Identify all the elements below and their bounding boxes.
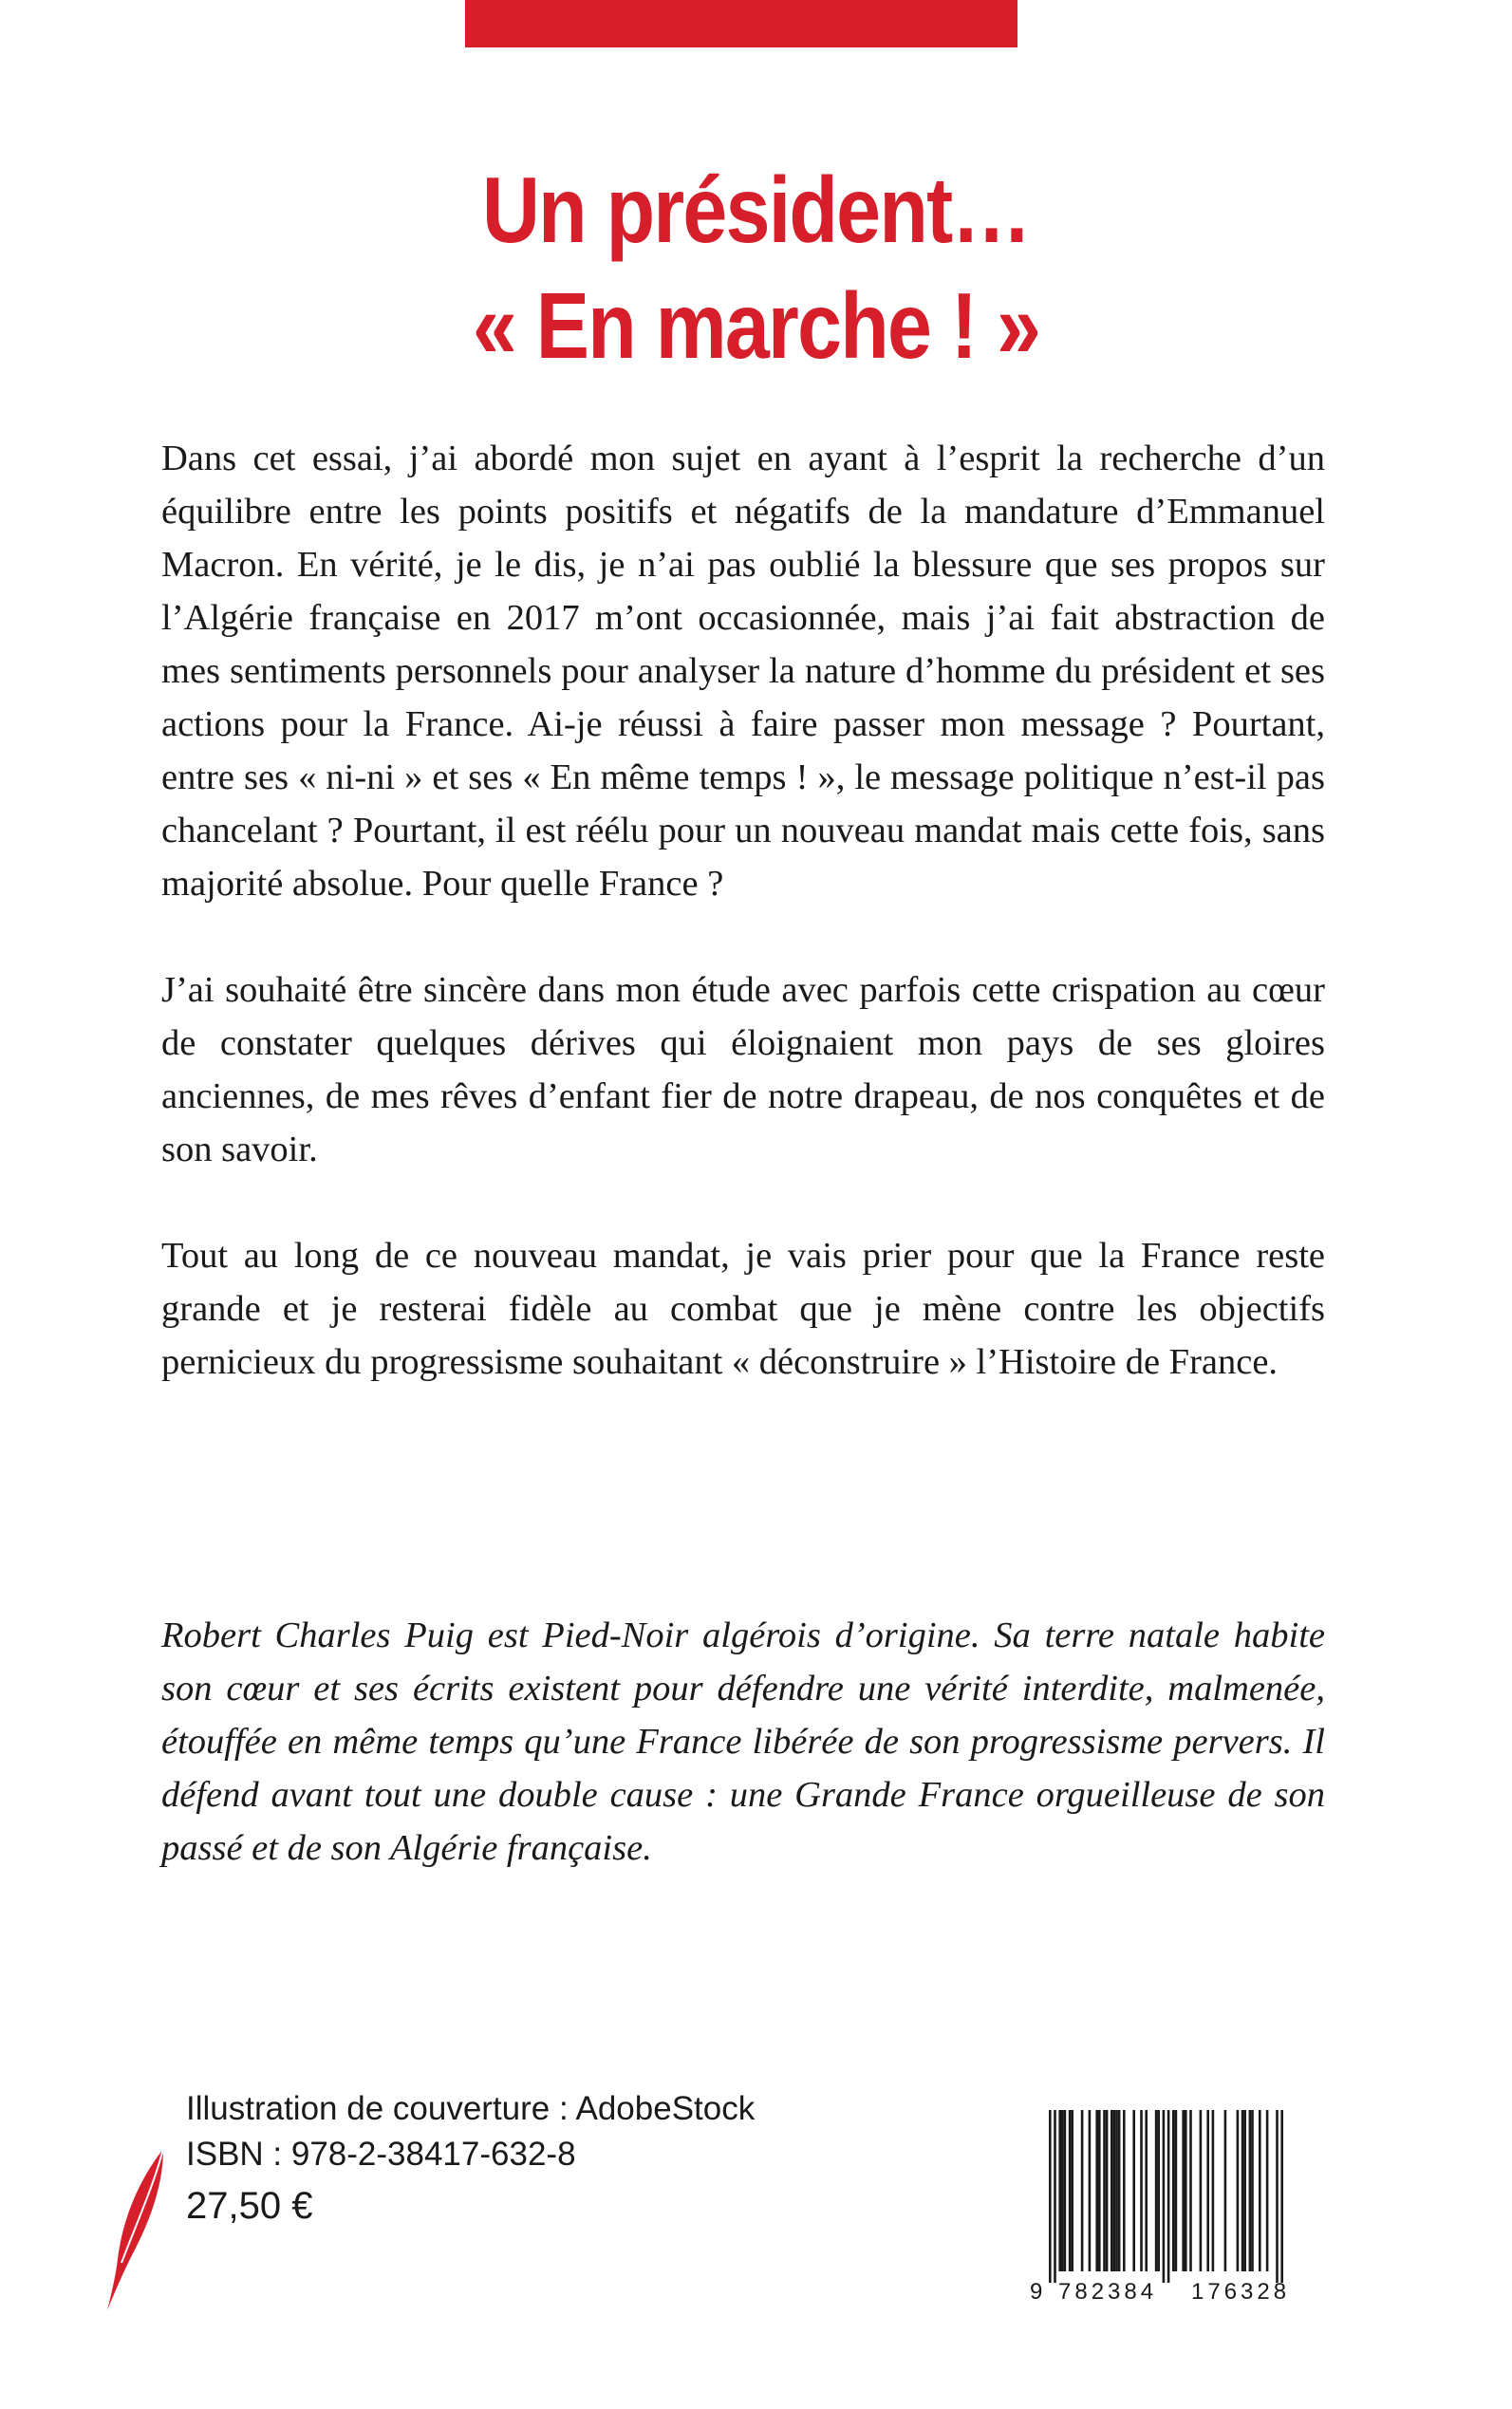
barcode-bar (1132, 2110, 1135, 2271)
barcode-bar (1061, 2110, 1064, 2271)
barcode-bar (1095, 2110, 1098, 2271)
blurb-paragraph-2: J’ai souhaité être sincère dans mon étude avec parfois cette crispation au cœur de constater quelques dérives qui éloignaient mon pays de ses gloires anciennes, de mes rêves d’enfant fier de notre drapeau, de nos conquêtes et de son savoir. (161, 970, 1325, 1169)
blurb-paragraph-1: Dans cet essai, j’ai abordé mon sujet en ayant à l’esprit la recherche d’un équilibre entre les points positifs et négatifs de la mandature d’Emmanuel Macron. En vérité, je le dis, je n’ai pas oublié la blessure que ses propos sur l’Algérie française en 2017 m’ont occasionnée, mais j’ai fait abstraction de mes sentiments personnels pour analyser la nature d’homme du président et ses actions pour la France. Ai-je réussi à faire passer mon message ? Pourtant, entre ses « ni-ni » et ses « En même temps ! », le message politique n’est-il pas chancelant ? Pourtant, il est réélu pour un nouveau mandat mais cette fois, sans majorité absolue. Pour quelle France ? (161, 439, 1325, 904)
barcode-bar (1115, 2110, 1118, 2271)
barcode-bars (1030, 2102, 1324, 2283)
barcode-bar (1266, 2110, 1269, 2271)
barcode-bar (1106, 2110, 1109, 2271)
book-title (106, 152, 1407, 383)
barcode-bar (1103, 2110, 1106, 2271)
barcode-bar (1064, 2110, 1067, 2271)
barcode-bar (1224, 2110, 1227, 2271)
barcode-bar (1111, 2110, 1113, 2271)
isbn: ISBN : 978-2-38417-632-8 (186, 2136, 576, 2173)
barcode-bar (1251, 2110, 1254, 2271)
barcode-bar (1172, 2110, 1175, 2271)
feather-logo-icon (104, 2147, 171, 2313)
barcode-bar (1249, 2110, 1252, 2271)
barcode-bar (1167, 2110, 1170, 2283)
barcode-bar (1069, 2110, 1072, 2271)
barcode-bar (1212, 2110, 1215, 2271)
barcode-bar (1155, 2110, 1158, 2271)
title-line-1: Un président… (481, 158, 1031, 262)
barcode-bar (1241, 2110, 1244, 2271)
barcode-bar (1071, 2110, 1073, 2271)
barcode-bar (1182, 2110, 1185, 2271)
price: 27,50 € (186, 2185, 313, 2227)
title-line-2: « En marche ! » (472, 273, 1040, 378)
barcode-bar (1058, 2110, 1061, 2271)
illustration-credit: Illustration de couverture : AdobeStock (186, 2090, 756, 2127)
barcode-bar (1175, 2110, 1178, 2271)
publication-info (186, 2086, 755, 2234)
barcode-bar (1259, 2110, 1261, 2271)
barcode (1030, 2102, 1324, 2316)
author-bio: Robert Charles Puig est Pied-Noir algérois d’origine. Sa terre natale habite son cœur et ses écrits existent pour défendre une vérité interdite, malmenée, étouffée en même temps qu’une France libérée de son progressisme pervers. Il défend avant tout une double cause : une Grande France orgueilleuse de son passé et de son Algérie française. (161, 1615, 1325, 1868)
barcode-bar (1157, 2110, 1160, 2271)
barcode-bar (1237, 2110, 1240, 2271)
barcode-digits-right: 176328 (1191, 2279, 1291, 2305)
barcode-bar (1189, 2110, 1192, 2271)
blurb-paragraph-3: Tout au long de ce nouveau mandat, je vais prier pour que la France reste grande et je resterai fidèle au combat que je mène contre les objectifs pernicieux du progressisme souhaitant « déconstruire » l’Histoire de France. (161, 1236, 1325, 1382)
barcode-bar (1200, 2110, 1203, 2271)
barcode-bar (1098, 2110, 1101, 2271)
barcode-bar (1123, 2110, 1126, 2271)
barcode-bar (1185, 2110, 1187, 2271)
blurb (161, 432, 1325, 1442)
barcode-bar (1049, 2110, 1052, 2283)
barcode-bar (1054, 2110, 1056, 2283)
barcode-bar (1163, 2110, 1166, 2283)
barcode-digit-first: 9 (1030, 2279, 1043, 2305)
barcode-bar (1280, 2110, 1283, 2283)
barcode-bar (1081, 2110, 1084, 2271)
top-accent-bar (465, 0, 1017, 47)
barcode-bar (1206, 2110, 1209, 2271)
barcode-bar (1145, 2110, 1148, 2271)
barcode-bar (1276, 2110, 1279, 2283)
barcode-digits-left: 782384 (1058, 2279, 1158, 2305)
barcode-bar (1113, 2110, 1116, 2271)
barcode-bar (1118, 2110, 1121, 2271)
barcode-bar (1089, 2110, 1092, 2271)
barcode-bar (1140, 2110, 1143, 2271)
barcode-bar (1243, 2110, 1246, 2271)
